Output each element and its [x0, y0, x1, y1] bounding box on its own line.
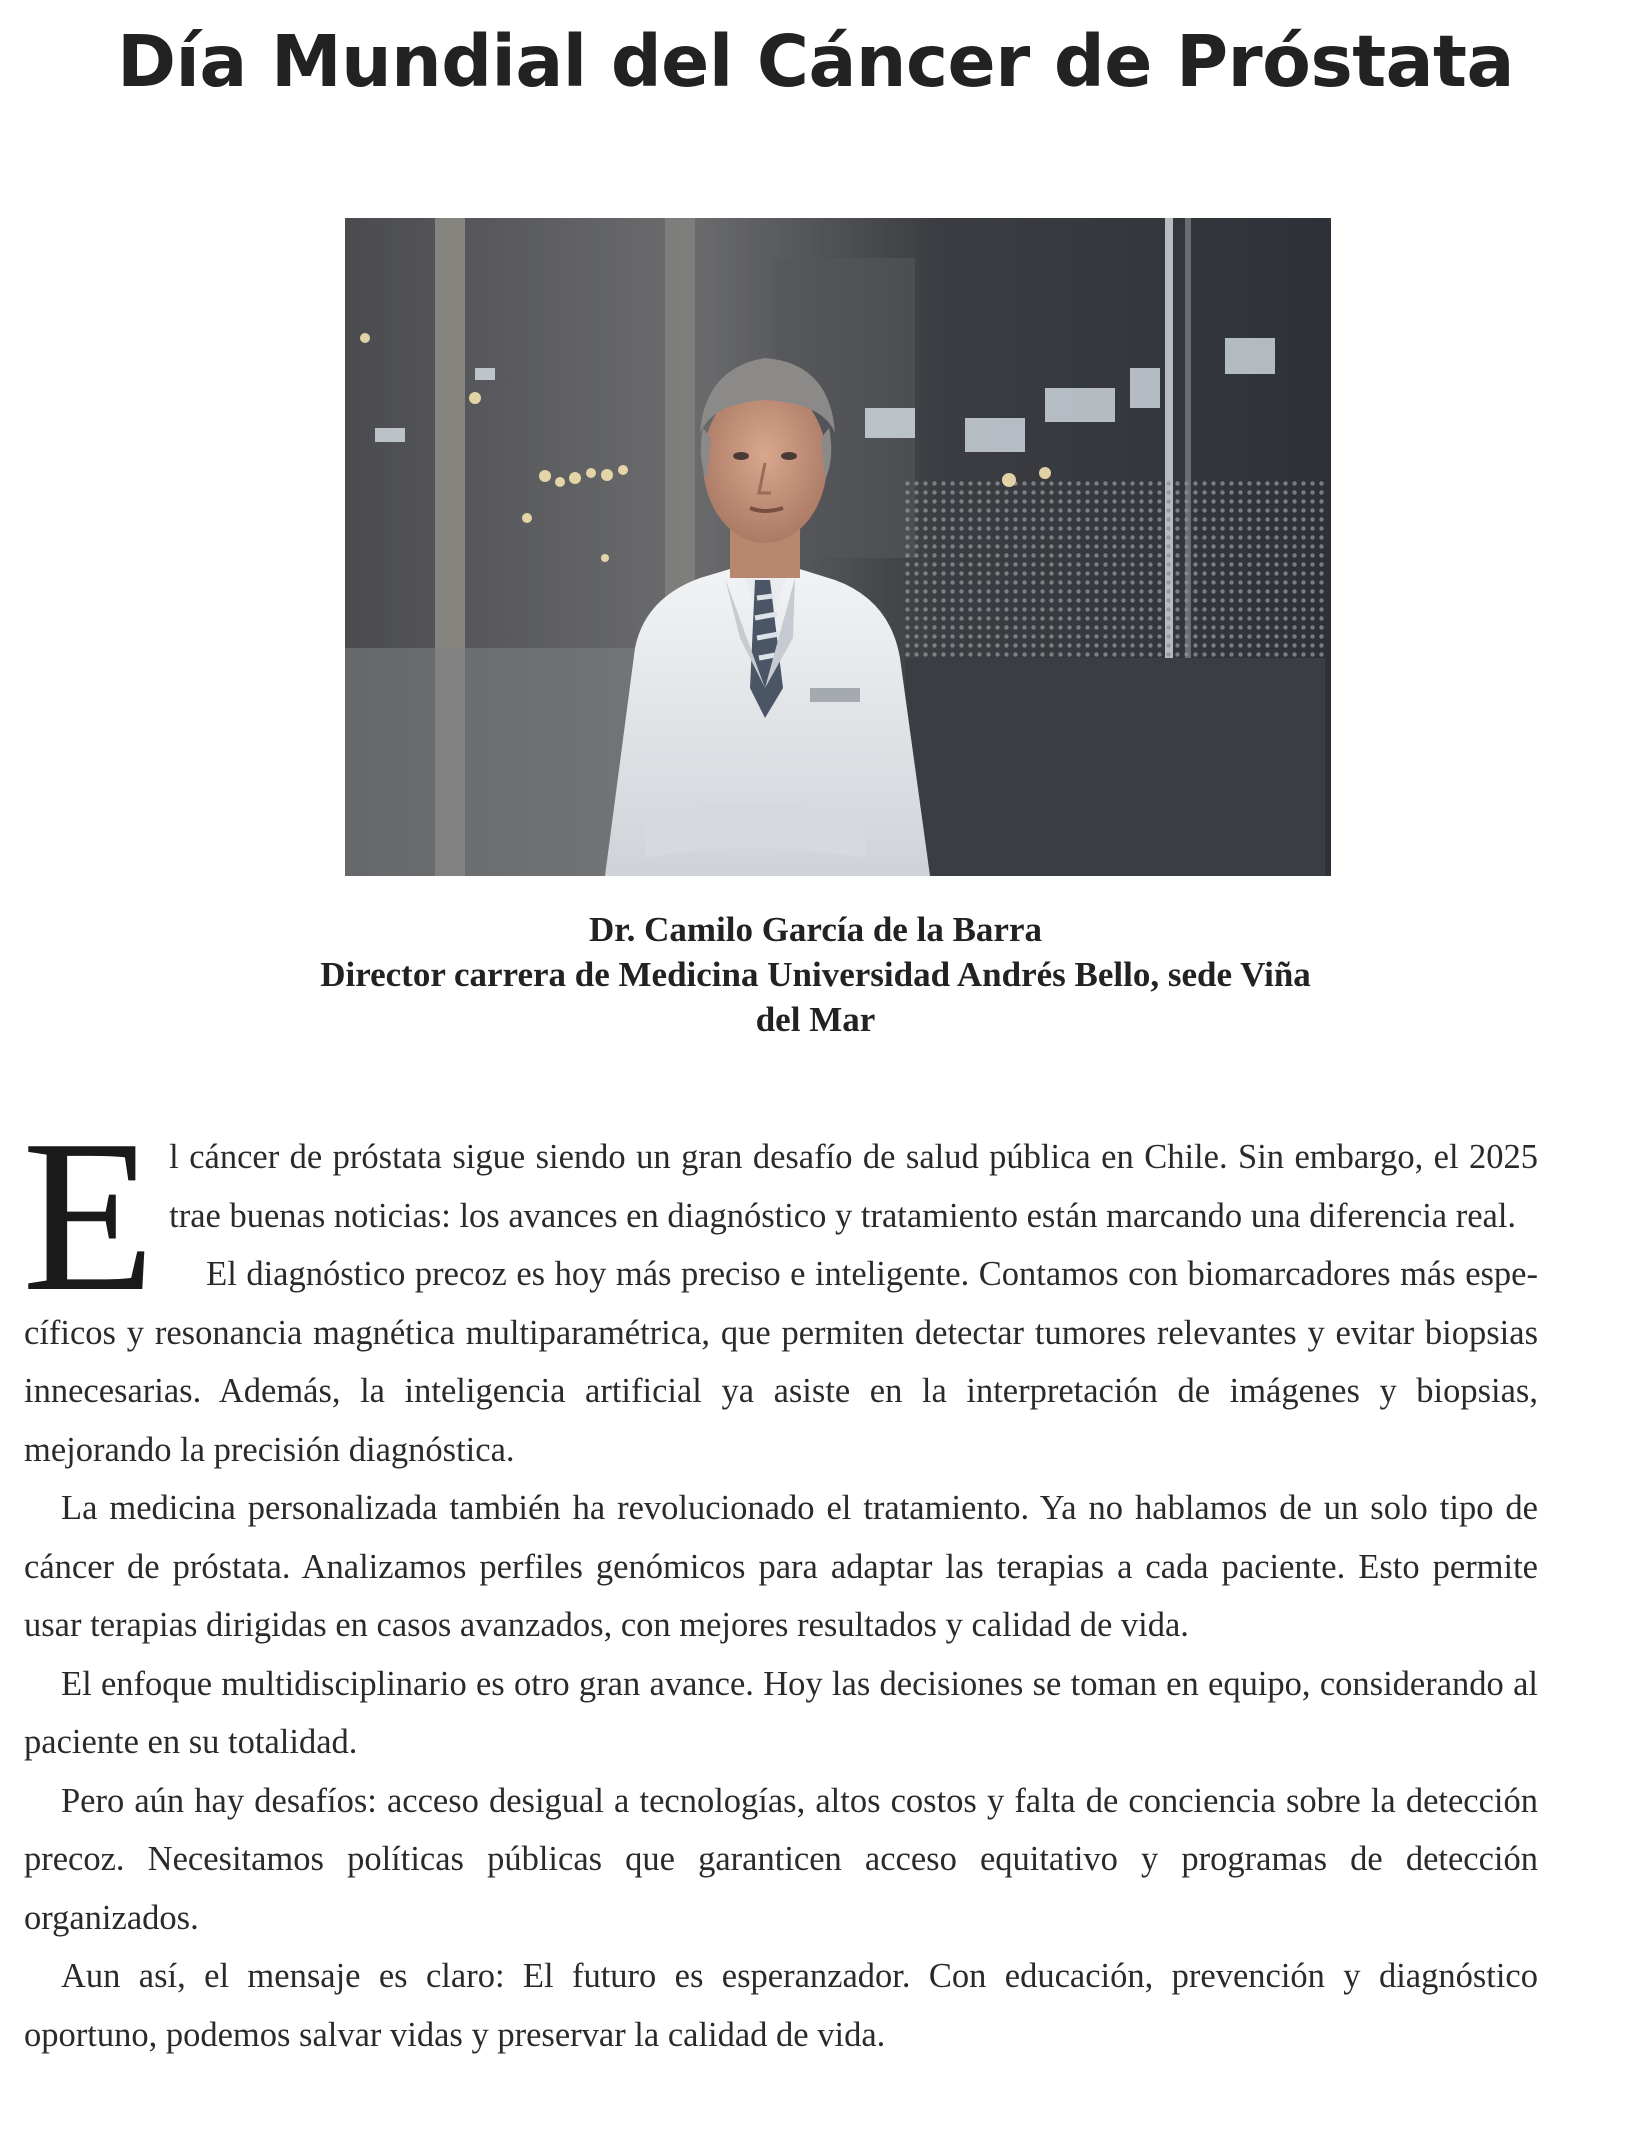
article-paragraph: La medicina personalizada también ha revolucionado el tratamiento. Ya no hablamos de un solo tipo de cáncer de próstata. Analizamos perfiles genómicos para adaptar las terapias a cada paciente. Esto permite usar terapias dirigidas en casos avanzados, con mejores resultados y calidad de vida. — [24, 1489, 1538, 1644]
drop-cap: E — [22, 1096, 156, 1337]
page-title: Día Mundial del Cáncer de Próstata — [117, 20, 1514, 103]
lead-paragraph-text: l cáncer de próstata sigue siendo un gran desafío de salud pública en Chile. Sin embargo, el 2025 trae buenas noticias: los avances en diagnóstico y tratamiento están marcando una diferencia real. — [169, 1138, 1538, 1235]
lead-paragraph — [22, 1096, 1538, 1337]
article-body — [22, 1096, 1538, 2064]
caption-role-line-2: del Mar — [755, 1000, 876, 1039]
article-paragraph: El enfoque multidisciplinario es otro gran avance. Hoy las decisiones se toman en equipo, considerando al paciente en su totalidad. — [24, 1664, 1538, 1761]
article-paragraph: Aun así, el mensaje es claro: El futuro es esperanzador. Con educación, prevención y diagnóstico oportuno, podemos salvar vidas y preservar la calidad de vida. — [24, 1957, 1538, 2054]
caption-role-line-1: Director carrera de Medicina Universidad Andrés Bello, sede Viña — [320, 955, 1311, 994]
photo-caption — [200, 907, 1431, 1042]
caption-name: Dr. Camilo García de la Barra — [588, 910, 1042, 949]
article-paragraph: Pero aún hay desafíos: acceso desigual a tecnologías, altos costos y falta de conciencia sobre la detección precoz. Necesitamos políticas públicas que garanticen acceso equitativo y programas de detección organizados. — [24, 1781, 1538, 1937]
article-paragraph: El diagnóstico precoz es hoy más preciso e inteligente. Contamos con biomarcadores más específicos y resonancia magnética multiparamétrica, que permiten detectar tumores relevantes y evitar biopsias innecesarias. Además, la inteligencia artificial ya asiste en la interpretación de imágenes y biopsias, mejorando la precisión diagnóstica. — [24, 1255, 1538, 1469]
portrait-illustration — [345, 218, 1331, 876]
doctor-portrait-photo — [345, 218, 1331, 876]
